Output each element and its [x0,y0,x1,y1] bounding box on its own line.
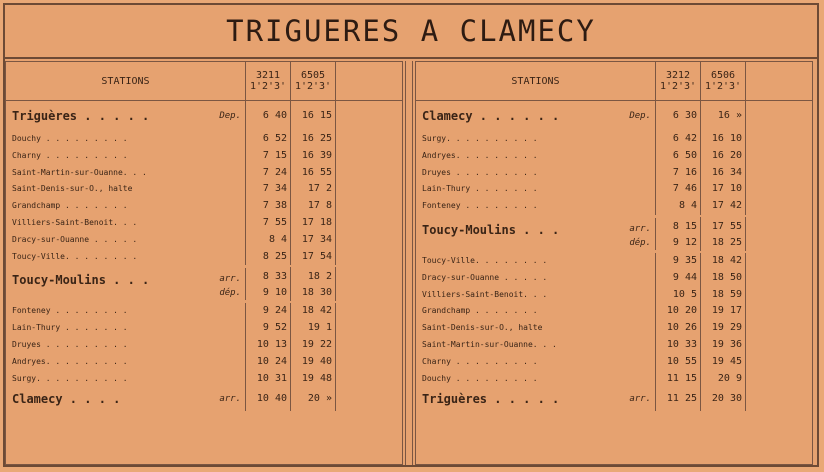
train-time: 6 30 [656,101,701,131]
train-6506-header [701,62,746,100]
train-time: 18 42 [291,303,336,320]
station-row [6,215,402,232]
train-time: 8 15 9 12 [656,217,701,251]
train-time: 20 30 [701,387,746,411]
train-time: 16 10 [701,131,746,148]
station-label: Fonteney [422,201,461,211]
leader-dots: . . . . . . . . . [40,134,128,143]
station-row [416,337,812,354]
station-label: Clamecy [422,109,473,123]
leader-dots: . . . [105,273,150,288]
station-row [416,303,812,320]
station-name [6,303,246,320]
train-time: 17 55 18 25 [701,217,746,251]
station-row [416,354,812,371]
station-name [416,354,656,371]
leader-dots: . . . . . . . . . [450,167,538,177]
station-label: Toucy-Ville. [12,251,70,261]
train-3212-header [656,62,701,100]
train-time: 10 55 [656,354,701,371]
station-name [6,101,246,131]
station-name [6,320,246,337]
station-name [6,337,246,354]
station-name [416,165,656,182]
train-time: 18 2 18 30 [291,267,336,301]
leader-dots: . . . . . [487,392,560,407]
station-name [416,101,656,131]
station-label: Andryes. [422,150,461,160]
arrival-departure-tag: arr. dép. [629,223,651,248]
train-time: 19 17 [701,303,746,320]
station-row [6,320,402,337]
train-time: 10 26 [656,320,701,337]
leader-dots: . . . . . . [472,109,560,123]
leader-dots: . . . . . . . [470,184,538,194]
station-label: Andryes. [12,356,51,366]
station-row [416,131,812,148]
station-label: Dracy-sur-Ouanne [422,272,500,282]
station-name [6,131,246,148]
station-label: Clamecy [12,392,63,407]
station-row [416,270,812,287]
double-rule-divider [405,61,413,465]
station-label: Lain-Thury [422,184,471,194]
right-timetable [415,61,813,465]
station-label: Triguères [12,109,78,123]
train-time: 19 22 [291,337,336,354]
train-time: 19 45 [701,354,746,371]
leader-dots: . . . . . . . . [460,201,538,211]
station-name [6,249,246,266]
train-time: 17 8 [291,198,336,215]
station-label: Charny [422,356,451,366]
train-time: 17 34 [291,232,336,249]
station-label: Toucy-Moulins [12,273,106,288]
station-name [416,253,656,270]
train-time: 19 1 [291,320,336,337]
station-row [416,287,812,304]
train-time: 16 34 [701,165,746,182]
station-row [6,249,402,266]
train-time: 10 24 [246,354,291,371]
train-time: 18 42 [701,253,746,270]
stations-header: STATIONS [416,62,656,100]
leader-dots: . . . . . . . . [50,306,128,316]
station-name [416,148,656,165]
leader-dots: . . . . . . . [69,251,138,261]
station-name [6,198,246,215]
station-name [416,387,656,411]
train-time: 20 » [291,387,336,411]
station-label: Douchy [12,134,41,143]
station-label: Saint-Martin-sur-Ouanne. [12,167,128,177]
arrival-departure-tag: arr. dép. [219,274,241,299]
train-time: 7 55 [246,215,291,232]
station-row [6,181,402,198]
right-station-list [416,101,812,411]
leader-dots: . . . . . . . . [460,150,538,160]
train-time: 17 2 [291,181,336,198]
station-row [6,165,402,182]
train-time: 7 16 [656,165,701,182]
station-row [6,387,402,411]
train-time: 7 38 [246,198,291,215]
station-label: Triguères [422,392,488,407]
station-label: Douchy [422,373,451,383]
station-name [416,320,656,337]
arrival-departure-tag: arr. [629,394,651,405]
station-label: Druyes [422,167,451,177]
train-time: 19 29 [701,320,746,337]
train-time: 19 48 [291,371,336,388]
train-time: 16 15 [291,101,336,131]
station-row [416,148,812,165]
leader-dots: . . . . . . . [60,323,128,333]
station-name [6,181,246,198]
station-name [416,198,656,215]
station-label: Surgy. [12,373,41,383]
train-time: 19 40 [291,354,336,371]
station-name [6,371,246,388]
train-time: 10 31 [246,371,291,388]
station-row [416,387,812,411]
station-name [416,270,656,287]
train-time: 8 4 [246,232,291,249]
train-time: 20 9 [701,371,746,388]
left-timetable [5,61,403,465]
train-time: 19 36 [701,337,746,354]
train-time: 10 20 [656,303,701,320]
station-row [6,148,402,165]
station-label: Fonteney [12,306,51,316]
train-time: 9 35 [656,253,701,270]
train-time: 7 24 [246,165,291,182]
station-row [6,232,402,249]
station-label: Toucy-Ville. [422,255,480,265]
station-name [416,218,656,250]
station-name [416,303,656,320]
blank-header-cell [336,62,402,100]
train-time: 17 18 [291,215,336,232]
station-name [416,181,656,198]
station-row [6,371,402,388]
station-label: Villiers-Saint-Benoit. [422,289,528,299]
station-row [6,303,402,320]
station-row [416,215,812,253]
leader-dots: . . [537,339,557,349]
train-time: 9 24 [246,303,291,320]
leader-dots: . . . . . . . [470,306,538,316]
train-time: 8 4 [656,198,701,215]
arrival-departure-tag: Dep. [219,111,241,121]
leader-dots: . . . . . . . . . [40,339,128,349]
station-name [416,337,656,354]
leader-dots: . . . [515,222,560,237]
station-row [416,320,812,337]
station-label: Dracy-sur-Ouanne [12,234,90,244]
train-number: 3212 [665,70,691,81]
leader-dots: . . . . . . . . . [450,356,538,366]
leader-dots: . . . . . [89,234,138,244]
station-row [6,198,402,215]
station-name [416,371,656,388]
station-label: Saint-Denis-sur-O., halte [12,184,133,194]
station-label: Lain-Thury [12,323,61,333]
station-label: Toucy-Moulins [422,222,516,237]
station-label: Grandchamp [12,201,61,211]
leader-dots: . . . . . [77,109,150,123]
train-time: 6 52 [246,131,291,148]
leader-dots: . . [127,167,147,177]
train-number: 3211 [255,70,281,81]
left-header [6,62,402,101]
train-time: 6 40 [246,101,291,131]
train-time: 9 44 [656,270,701,287]
train-number: 6505 [300,70,326,81]
train-time: 11 15 [656,371,701,388]
station-row [6,131,402,148]
train-time: 18 59 [701,287,746,304]
train-time: 10 40 [246,387,291,411]
station-row [6,354,402,371]
train-time: 16 55 [291,165,336,182]
train-class: 1'2'3' [294,81,332,92]
train-3211-header [246,62,291,100]
arrival-departure-tag: arr. [219,394,241,405]
leader-dots: . . [527,289,548,299]
right-header [416,62,812,101]
train-time: 10 13 [246,337,291,354]
train-time: 17 42 [701,198,746,215]
station-label: Grandchamp [422,306,471,316]
leader-dots: . . . . . . . . . [40,373,128,383]
station-row [6,265,402,303]
train-time: 8 33 9 10 [246,267,291,301]
leader-dots: . . . . . . . . . [450,373,538,383]
station-name [416,287,656,304]
train-class: 1'2'3' [659,81,697,92]
train-time: 16 25 [291,131,336,148]
leader-dots: . . . . [62,392,121,407]
train-time: 9 52 [246,320,291,337]
station-row [416,371,812,388]
timetable-sheet [3,3,819,467]
station-label: Villiers-Saint-Benoit. [12,217,118,227]
train-class: 1'2'3' [704,81,742,92]
train-time: 17 10 [701,181,746,198]
station-row [6,101,402,131]
station-label: Surgy. [422,134,451,143]
train-time: 16 39 [291,148,336,165]
stations-header: STATIONS [6,62,246,100]
page-title: TRIGUERES A CLAMECY [5,5,817,59]
station-row [416,253,812,270]
station-label: Charny [12,150,41,160]
blank-header-cell [746,62,812,100]
station-name [6,148,246,165]
station-row [416,165,812,182]
train-time: 7 46 [656,181,701,198]
station-label: Saint-Martin-sur-Ouanne. [422,339,538,349]
train-time: 7 15 [246,148,291,165]
train-time: 10 5 [656,287,701,304]
leader-dots: . . . . . . . [479,255,548,265]
train-time: 6 42 [656,131,701,148]
station-name [6,268,246,300]
station-name [6,215,246,232]
leader-dots: . . [117,217,138,227]
train-time: 18 50 [701,270,746,287]
station-row [6,337,402,354]
station-name [6,387,246,411]
leader-dots: . . . . . . . . . [450,134,538,143]
station-label: Saint-Denis-sur-O., halte [422,323,543,333]
station-name [6,165,246,182]
station-row [416,181,812,198]
train-time: 11 25 [656,387,701,411]
leader-dots: . . . . . . . [60,201,128,211]
station-label: Druyes [12,339,41,349]
leader-dots: . . . . . . . . . [40,150,128,160]
train-time: 17 54 [291,249,336,266]
train-6505-header [291,62,336,100]
train-time: 6 50 [656,148,701,165]
train-time: 16 » [701,101,746,131]
left-station-list [6,101,402,411]
station-name [416,131,656,148]
station-row [416,198,812,215]
train-time: 10 33 [656,337,701,354]
leader-dots: . . . . . . . . [50,356,128,366]
station-row [416,101,812,131]
train-number: 6506 [710,70,736,81]
arrival-departure-tag: Dep. [629,111,651,121]
train-time: 8 25 [246,249,291,266]
train-time: 7 34 [246,181,291,198]
train-time: 16 20 [701,148,746,165]
station-name [6,354,246,371]
station-name [6,232,246,249]
train-class: 1'2'3' [249,81,287,92]
leader-dots: . . . . . [499,272,548,282]
